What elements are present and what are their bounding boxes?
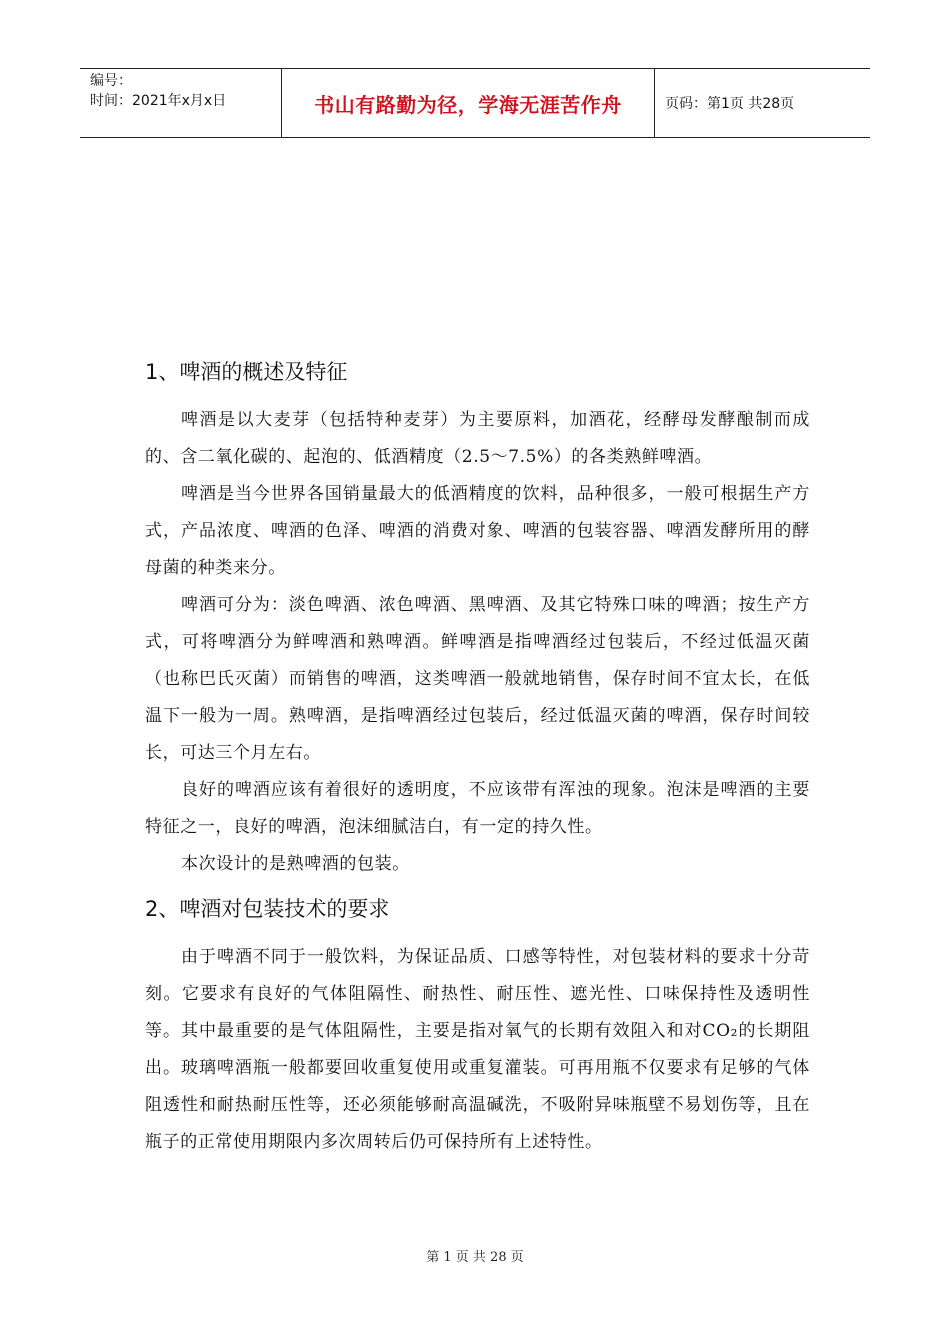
- section-1-paragraph-1: 啤酒是以大麦芽（包括特种麦芽）为主要原料，加酒花，经酵母发酵酿制而成的、含二氧化碳的、起泡的、低酒精度（2.5～7.5%）的各类熟鲜啤酒。: [145, 410, 810, 467]
- page-footer: 第 1 页 共 28 页: [426, 1250, 524, 1265]
- document-body: [145, 352, 810, 1161]
- section-heading-1: 1、啤酒的概述及特征: [145, 360, 348, 384]
- time-label: 时间：2021年x月x日: [90, 93, 227, 109]
- page-header: [80, 68, 870, 138]
- section-2-paragraph-1: 由于啤酒不同于一般饮料，为保证品质、口感等特性，对包装材料的要求十分苛刻。它要求有良好的气体阻隔性、耐热性、耐压性、遮光性、口味保持性及透明性等。其中最重要的是气体阻隔性，主要是指对氧气的长期有效阻入和对CO₂的长期阻出。玻璃啤酒瓶一般都要回收重复使用或重复灌装。可再用瓶不仅要求有足够的气体阻透性和耐热耐压性等，还必须能够耐高温碱洗，不吸附异味瓶壁不易划伤等，且在瓶子的正常使用期限内多次周转后仍可保持所有上述特性。: [145, 947, 810, 1152]
- number-label: 编号：: [90, 73, 132, 89]
- section-1-paragraph-3: 啤酒可分为：淡色啤酒、浓色啤酒、黑啤酒、及其它特殊口味的啤酒；按生产方式，可将啤酒分为鲜啤酒和熟啤酒。鲜啤酒是指啤酒经过包装后，不经过低温灭菌（也称巴氏灭菌）而销售的啤酒，这类啤酒一般就地销售，保存时间不宜太长，在低温下一般为一周。熟啤酒，是指啤酒经过包装后，经过低温灭菌的啤酒，保存时间较长，可达三个月左右。: [145, 595, 810, 763]
- header-page-info: 页码：第1页 共28页: [665, 96, 795, 112]
- section-1-paragraph-2: 啤酒是当今世界各国销量最大的低酒精度的饮料，品种很多，一般可根据生产方式，产品浓度、啤酒的色泽、啤酒的消费对象、啤酒的包装容器、啤酒发酵所用的酵母菌的种类来分。: [145, 484, 810, 578]
- section-heading-2: 2、啤酒对包装技术的要求: [145, 897, 390, 921]
- section-1-paragraph-4: 良好的啤酒应该有着很好的透明度，不应该带有浑浊的现象。泡沫是啤酒的主要特征之一，良好的啤酒，泡沫细腻洁白，有一定的持久性。: [145, 780, 810, 837]
- header-meta-cell: [80, 69, 282, 137]
- section-1-paragraph-5: 本次设计的是熟啤酒的包装。: [181, 854, 410, 874]
- header-motto: 书山有路勤为径，学海无涯苦作舟: [282, 69, 655, 137]
